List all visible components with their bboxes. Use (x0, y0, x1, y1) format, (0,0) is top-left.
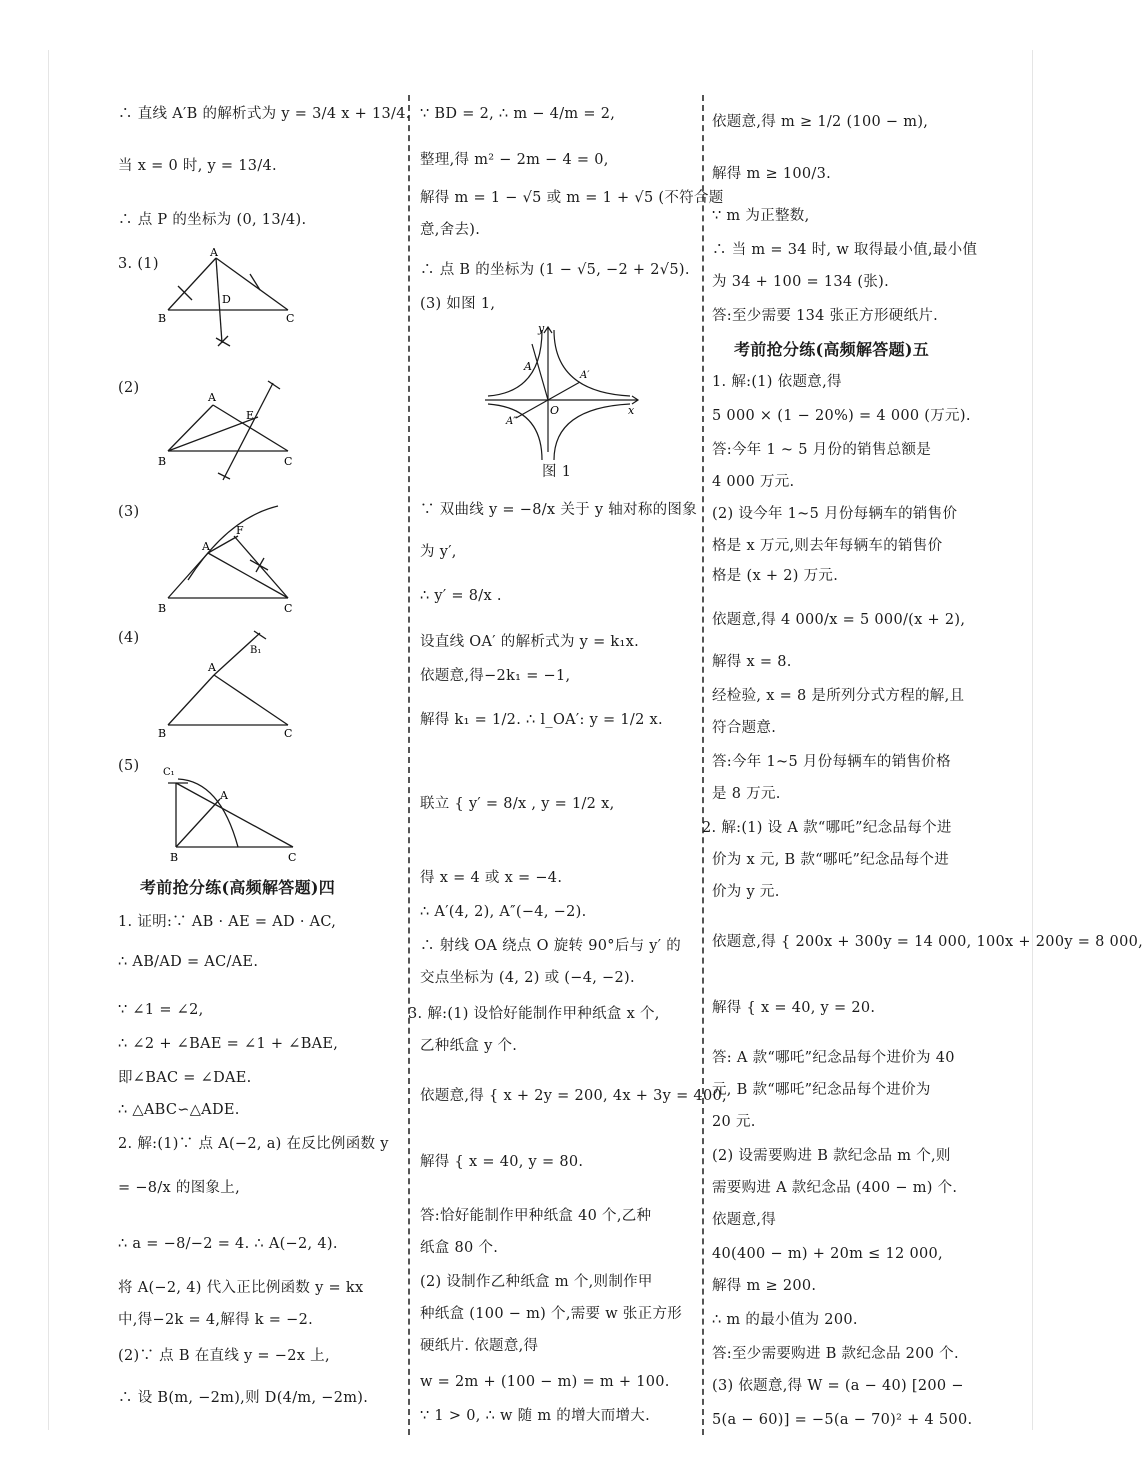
column-divider-2 (702, 95, 704, 1435)
text-line: 是 8 万元. (712, 786, 781, 802)
text-line: 价为 y 元. (712, 884, 780, 900)
text-line: 纸盒 80 个. (420, 1240, 499, 1256)
text-line: 设直线 OA′ 的解析式为 y = k₁x. (420, 634, 640, 650)
column-divider-1 (408, 95, 410, 1435)
text-line: 2. 解:(1)∵ 点 A(−2, a) 在反比例函数 y (118, 1136, 389, 1152)
text-line: 答:至少需要 134 张正方形硬纸片. (712, 308, 939, 324)
text-line: 经检验, x = 8 是所列分式方程的解,且 (712, 688, 965, 704)
text-line: 20 元. (712, 1114, 756, 1130)
point-label: B (170, 851, 179, 864)
construction-figure-5 (158, 755, 308, 865)
text-line: 整理,得 m² − 2m − 4 = 0, (420, 152, 609, 168)
point-label: C₁ (163, 767, 175, 778)
construction-figure-4 (158, 625, 308, 740)
figure-caption: 图 1 (542, 464, 572, 480)
text-line: ∴ 点 B 的坐标为 (1 − √5, −2 + 2√5). (420, 262, 690, 278)
point-label: B (158, 602, 167, 615)
text-line: 答:今年 1~5 月份每辆车的销售价格 (712, 754, 951, 770)
construction-figure-2 (158, 375, 308, 485)
page-edge-left (48, 50, 49, 1430)
text-line: 中,得−2k = 4,解得 k = −2. (118, 1312, 314, 1328)
text-line: ∴ AB/AD = AC/AE. (118, 954, 259, 970)
text-line: (4) (118, 630, 140, 646)
text-line: 交点坐标为 (4, 2) 或 (−4, −2). (420, 970, 635, 986)
text-line: ∴ a = −8/−2 = 4. ∴ A(−2, 4). (118, 1236, 338, 1252)
text-line: ∴ ∠2 + ∠BAE = ∠1 + ∠BAE, (118, 1036, 339, 1052)
text-line: 即∠BAC = ∠DAE. (118, 1070, 252, 1086)
point-label: B₁ (250, 645, 262, 656)
text-line: 依题意,得−2k₁ = −1, (420, 668, 571, 684)
text-line: (5) (118, 758, 140, 774)
text-line: ∴ 直线 A′B 的解析式为 y = 3/4 x + 13/4. (118, 106, 411, 122)
text-line: 依题意,得 m ≥ 1/2 (100 − m), (712, 114, 929, 130)
section-heading: 考前抢分练(高频解答题)五 (734, 340, 930, 359)
text-line: 解得 { x = 40, y = 80. (420, 1154, 584, 1170)
point-label: B (158, 312, 167, 325)
text-line: 答:至少需要购进 B 款纪念品 200 个. (712, 1346, 959, 1362)
text-line: 种纸盒 (100 − m) 个,需要 w 张正方形 (420, 1306, 683, 1322)
text-line: 意,舍去). (420, 222, 481, 238)
text-line: (2) (118, 380, 140, 396)
point-label: D (222, 293, 231, 306)
text-line: 答:恰好能制作甲种纸盒 40 个,乙种 (420, 1208, 652, 1224)
point-label: C (284, 727, 293, 740)
point-label: A (208, 391, 216, 404)
construction-figure-3 (158, 498, 308, 618)
point-label: A (220, 789, 228, 802)
point-label: C (286, 312, 295, 325)
point-label: B (158, 727, 167, 740)
point-label: A (210, 246, 218, 259)
text-line: 答: A 款“哪吒”纪念品每个进价为 40 (712, 1050, 955, 1066)
text-line: ∴ 射线 OA 绕点 O 旋转 90°后与 y′ 的 (420, 938, 682, 954)
page-edge-right (1032, 50, 1033, 1430)
text-line: ∵ 1 > 0, ∴ w 随 m 的增大而增大. (420, 1408, 651, 1424)
construction-figure-1 (158, 248, 308, 348)
point-label: B (158, 455, 167, 468)
text-line: 解得 m ≥ 200. (712, 1278, 817, 1294)
text-line: 5(a − 60)] = −5(a − 70)² + 4 500. (712, 1412, 973, 1428)
text-line: 3. (1) (118, 256, 159, 272)
text-line: ∴ 设 B(m, −2m),则 D(4/m, −2m). (118, 1390, 369, 1406)
point-label: E (246, 409, 255, 422)
text-line: 1. 证明:∵ AB · AE = AD · AC, (118, 914, 337, 930)
text-line: 需要购进 A 款纪念品 (400 − m) 个. (712, 1180, 958, 1196)
text-line: 2. 解:(1) 设 A 款“哪吒”纪念品每个进 (702, 820, 952, 836)
text-line: = −8/x 的图象上, (118, 1180, 241, 1196)
text-line: 3. 解:(1) 设恰好能制作甲种纸盒 x 个, (408, 1006, 660, 1022)
text-line: 答:今年 1 ~ 5 月份的销售总额是 (712, 442, 932, 458)
text-line: (2) 设制作乙种纸盒 m 个,则制作甲 (420, 1274, 653, 1290)
text-line: ∵ BD = 2, ∴ m − 4/m = 2, (420, 106, 616, 122)
text-line: ∴ y′ = 8/x . (420, 588, 502, 604)
point-label: C (284, 602, 293, 615)
text-line: 解得 k₁ = 1/2. ∴ l_OA′: y = 1/2 x. (420, 712, 663, 728)
text-line: (2) 设今年 1~5 月份每辆车的销售价 (712, 506, 958, 522)
text-line: 1. 解:(1) 依题意,得 (712, 374, 842, 390)
text-line: 格是 (x + 2) 万元. (712, 568, 839, 584)
text-line: ∴ 当 m = 34 时, w 取得最小值,最小值 (712, 242, 978, 258)
text-line: 依题意,得 (712, 1212, 777, 1228)
text-line: ∴ △ABC∽△ADE. (118, 1102, 240, 1118)
text-line: 元, B 款“哪吒”纪念品每个进价为 (712, 1082, 931, 1098)
text-line: 解得 { x = 40, y = 20. (712, 1000, 876, 1016)
text-line: 为 34 + 100 = 134 (张). (712, 274, 889, 290)
text-line: ∴ m 的最小值为 200. (712, 1312, 858, 1328)
text-line: ∵ m 为正整数, (712, 208, 810, 224)
text-line: (2)∵ 点 B 在直线 y = −2x 上, (118, 1348, 330, 1364)
text-line: 价为 x 元, B 款“哪吒”纪念品每个进 (712, 852, 950, 868)
point-label: F (236, 524, 244, 537)
text-line: 解得 m ≥ 100/3. (712, 166, 832, 182)
point-label: A″ (506, 416, 517, 427)
text-line: 依题意,得 { 200x + 300y = 14 000, 100x + 200y = 8 000, (712, 934, 1143, 950)
text-line: 解得 x = 8. (712, 654, 792, 670)
text-line: ∴ A′(4, 2), A″(−4, −2). (420, 904, 587, 920)
point-label: C (284, 455, 293, 468)
text-line: 格是 x 万元,则去年每辆车的销售价 (712, 538, 943, 554)
point-label: A (524, 360, 532, 373)
text-line: 解得 m = 1 − √5 或 m = 1 + √5 (不符合题 (420, 190, 724, 206)
text-line: (3) 依题意,得 W = (a − 40) [200 − (712, 1378, 964, 1394)
axis-label: y (538, 322, 545, 335)
text-line: (3) 如图 1, (420, 296, 496, 312)
text-line: 5 000 × (1 − 20%) = 4 000 (万元). (712, 408, 971, 424)
point-label: A′ (580, 370, 590, 381)
text-line: 硬纸片. 依题意,得 (420, 1338, 539, 1354)
text-line: 依题意,得 4 000/x = 5 000/(x + 2), (712, 612, 966, 628)
text-line: ∴ 点 P 的坐标为 (0, 13/4). (118, 212, 307, 228)
text-line: 将 A(−2, 4) 代入正比例函数 y = kx (118, 1280, 364, 1296)
text-line: (3) (118, 504, 140, 520)
text-line: 乙种纸盒 y 个. (420, 1038, 518, 1054)
point-label: A (202, 540, 210, 553)
text-line: ∵ 双曲线 y = −8/x 关于 y 轴对称的图象 (420, 502, 698, 518)
text-line: 4 000 万元. (712, 474, 795, 490)
point-label: C (288, 851, 297, 864)
section-heading: 考前抢分练(高频解答题)四 (140, 878, 336, 897)
text-line: 得 x = 4 或 x = −4. (420, 870, 563, 886)
text-line: w = 2m + (100 − m) = m + 100. (420, 1374, 670, 1390)
text-line: ∵ ∠1 = ∠2, (118, 1002, 204, 1018)
text-line: 当 x = 0 时, y = 13/4. (118, 158, 277, 174)
point-label: A (208, 661, 216, 674)
hyperbola-figure-1 (480, 322, 650, 462)
text-line: (2) 设需要购进 B 款纪念品 m 个,则 (712, 1148, 951, 1164)
text-line: 为 y′, (420, 544, 457, 560)
text-line: 联立 { y′ = 8/x , y = 1/2 x, (420, 796, 615, 812)
point-label: O (550, 404, 560, 417)
text-line: 40(400 − m) + 20m ≤ 12 000, (712, 1246, 943, 1262)
text-line: 依题意,得 { x + 2y = 200, 4x + 3y = 400, (420, 1088, 727, 1104)
text-line: 符合题意. (712, 720, 777, 736)
axis-label: x (628, 404, 635, 417)
